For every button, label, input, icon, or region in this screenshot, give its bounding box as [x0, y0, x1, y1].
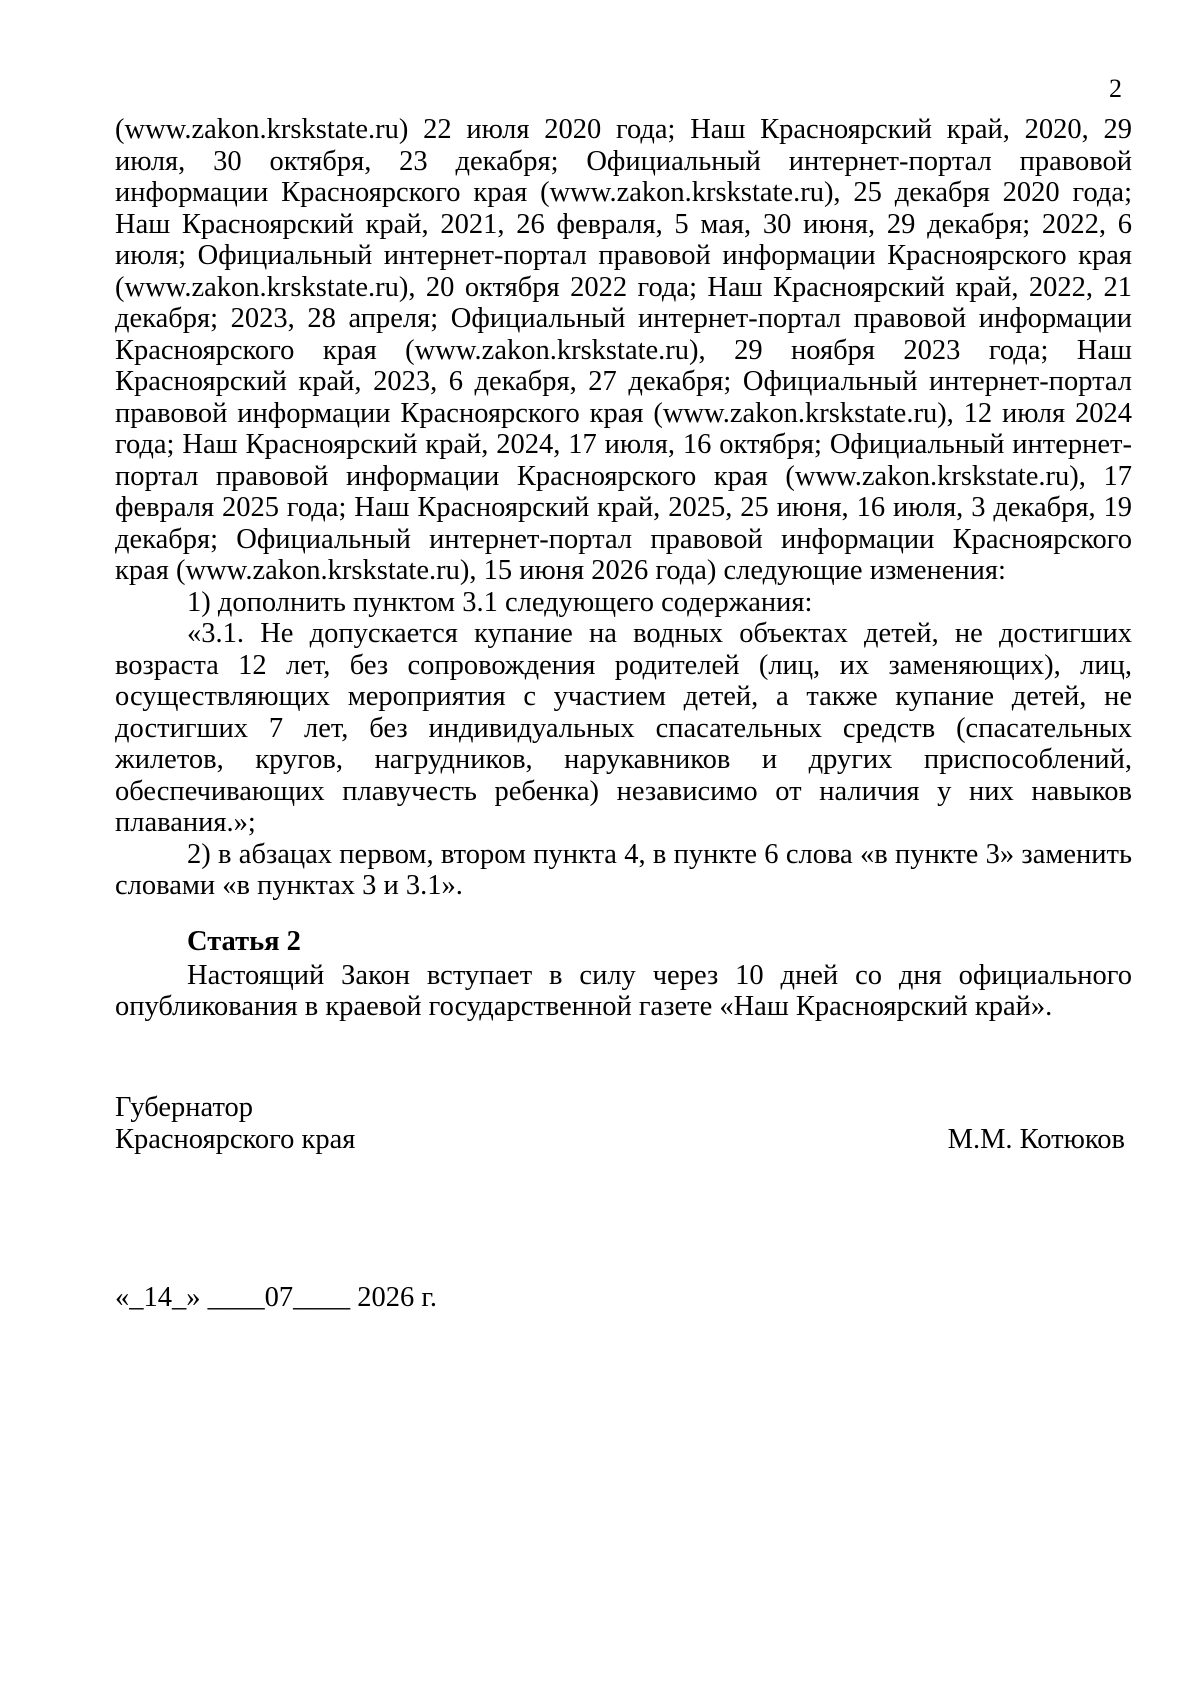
law-amendments-body	[115, 114, 1132, 902]
amendment-item-1: 1) дополнить пунктом 3.1 следующего содержания:	[187, 586, 813, 618]
signature-block	[115, 1092, 1132, 1155]
article-2-heading: Статья 2	[187, 926, 301, 957]
signatory-line	[115, 1124, 1132, 1156]
signatory-title-line-2: Красноярского края	[115, 1123, 356, 1155]
amendment-item-1-quote: «3.1. Не допускается купание на водных объектах детей, не достигших возраста 12 лет, без сопровождения родителей (лиц, их заменяющих), лиц, осуществляющих мероприятия с участием детей, а также купание детей, не достигших 7 лет, без индивидуальных спасательных средств (спасательных жилетов, кругов, нагрудников, нарукавников и других приспособлений, обеспечивающих плавучесть ребенка) независимо от наличия у них навыков плавания.»;	[115, 618, 1132, 838]
amendment-intro-paragraph: (www.zakon.krskstate.ru) 22 июля 2020 года; Наш Красноярский край, 2020, 29 июля, 30 октября, 23 декабря; Официальный интернет-портал правовой информации Красноярского края (www.zakon.krskstate.ru), 25 декабря 2020 года; Наш Красноярский край, 2021, 26 февраля, 5 мая, 30 июня, 29 декабря; 2022, 6 июля; Официальный интернет-портал правовой информации Красноярского края (www.zakon.krskstate.ru), 20 октября 2022 года; Наш Красноярский край, 2022, 21 декабря; 2023, 28 апреля; Официальный интернет-портал правовой информации Красноярского края (www.zakon.krskstate.ru), 29 ноября 2023 года; Наш Красноярский край, 2023, 6 декабря, 27 декабря; Официальный интернет-портал правовой информации Красноярского края (www.zakon.krskstate.ru), 12 июля 2024 года; Наш Красноярский край, 2024, 17 июля, 16 октября; Официальный интернет-портал правовой информации Красноярского края (www.zakon.krskstate.ru), 17 февраля 2025 года; Наш Красноярский край, 2025, 25 июня, 16 июля, 3 декабря, 19 декабря; Официальный интернет-портал правовой информации Красноярского края (www.zakon.krskstate.ru), 15 июня 2026 года) следующие изменения:	[115, 114, 1132, 586]
page-number: 2	[1109, 74, 1122, 103]
amendment-item-2: 2) в абзацах первом, втором пункта 4, в пункте 6 слова «в пункте 3» заменить словами «в пунктах 3 и 3.1».	[115, 838, 1132, 901]
article-2-text: Настоящий Закон вступает в силу через 10 дней со дня официального опубликования в краевой государственной газете «Наш Красноярский край».	[115, 959, 1132, 1022]
signing-date: «_14_» ____07____ 2026 г.	[115, 1282, 437, 1313]
article-2-section	[115, 926, 1132, 1023]
signatory-name: М.М. Котюков	[947, 1123, 1125, 1155]
signatory-title-line-1: Губернатор	[115, 1092, 254, 1123]
